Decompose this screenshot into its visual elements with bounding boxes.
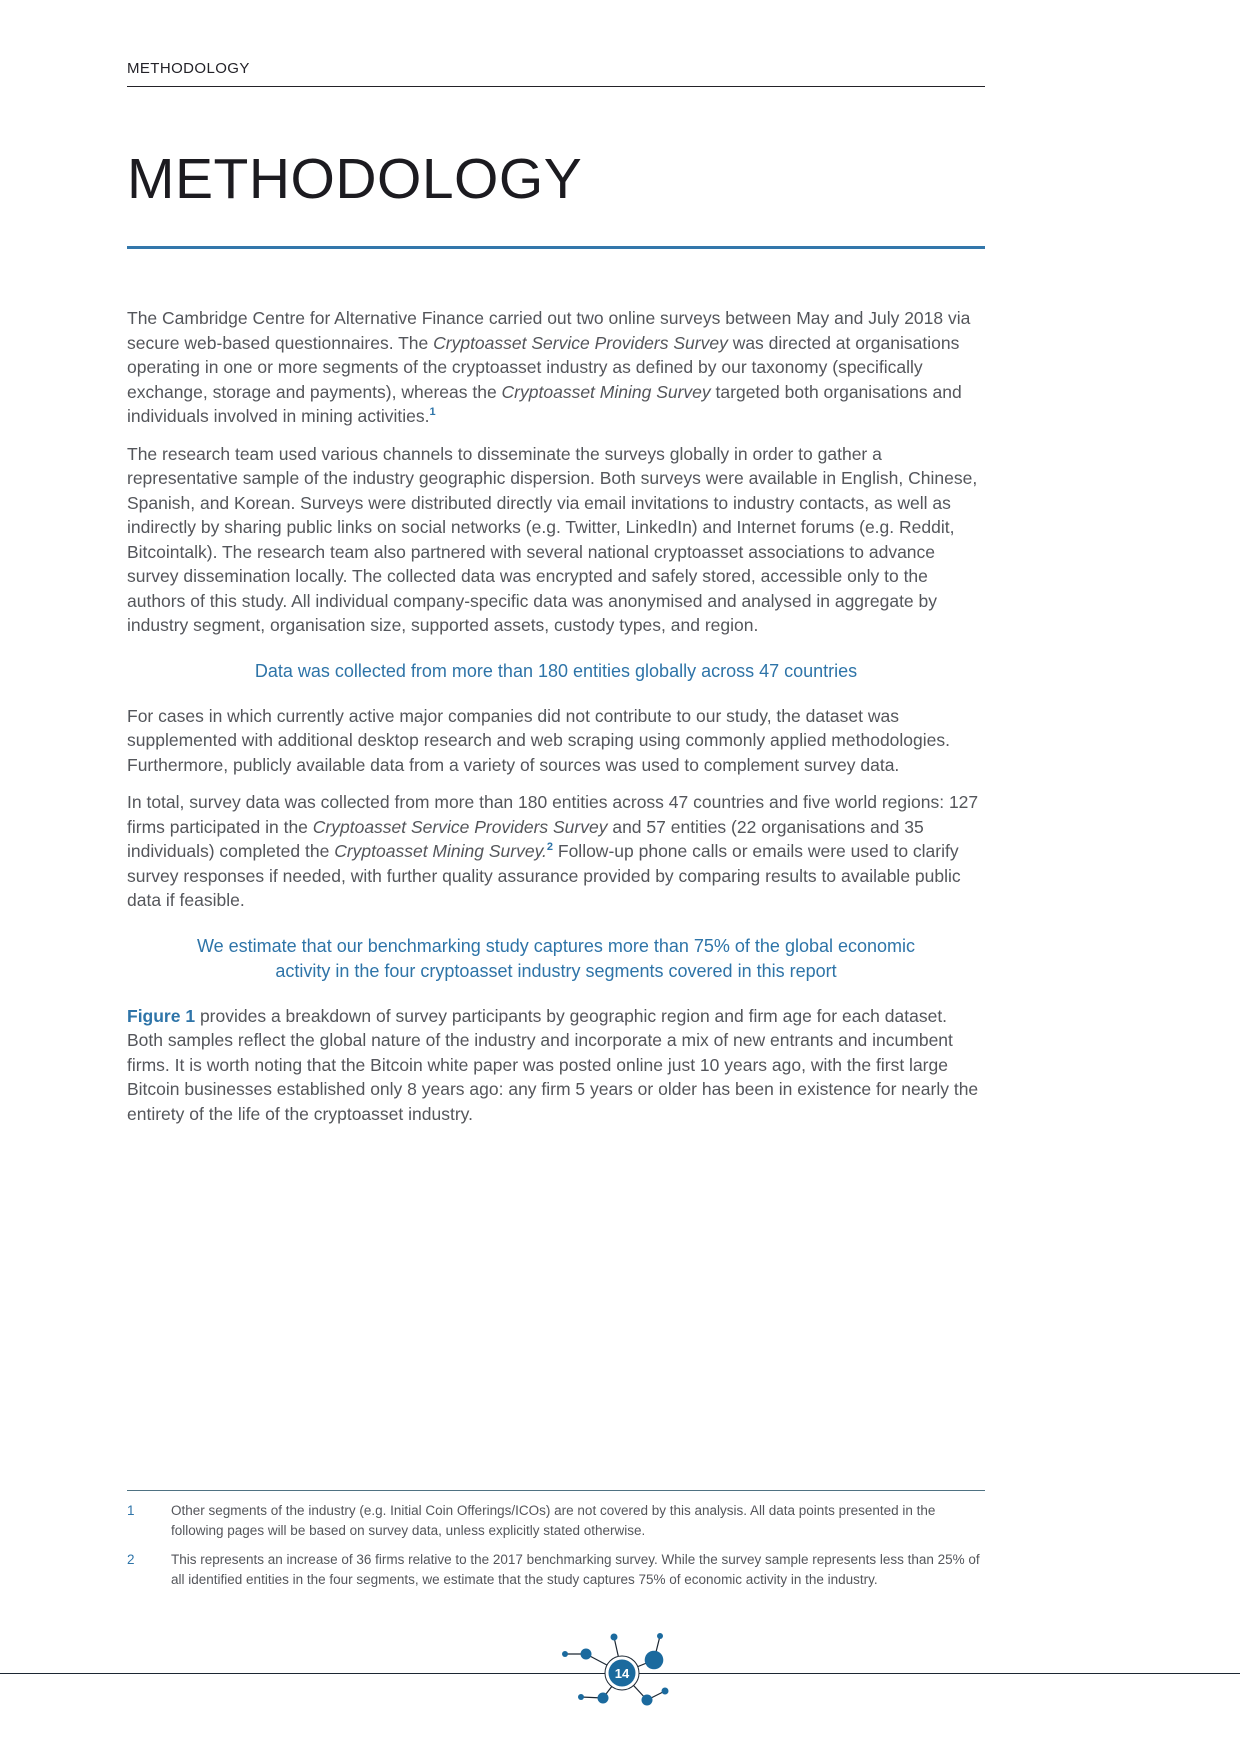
p4-run-1: In total, survey data was collected from more than 180 entities across 47 countries and five world regions: 127 firms participated in the (127, 792, 979, 837)
running-header: METHODOLOGY (127, 60, 250, 77)
p4-run-2: and 57 entities (22 organisations and 35 individuals) completed the (127, 816, 924, 862)
footnote-section (127, 1490, 985, 1599)
page-number: 14 (614, 1666, 630, 1681)
callout-entities: Data was collected from more than 180 entities globally across 47 countries (254, 660, 858, 681)
callout-coverage: We estimate that our benchmarking study captures more than 75% of the global economic activity in the four cryptoasset industry segments covered in this report (196, 935, 916, 981)
p4-survey-name-1: Cryptoasset Service Providers Survey (312, 816, 608, 837)
p4-run-3: Follow-up phone calls or emails were used to clarify survey responses if needed, with further quality assurance provided by comparing results to available public data if feasible. (127, 841, 961, 911)
p1-run-1: The Cambridge Centre for Alternative Finance carried out two online surveys between May and July 2018 via secure web-based questionnaires. The (127, 308, 971, 353)
p4-survey-name-2: Cryptoasset Mining Survey. (334, 841, 547, 862)
figure-1-reference[interactable]: Figure 1 (127, 1005, 196, 1026)
paragraph-4 (127, 790, 985, 913)
paragraph-2: The research team used various channels to disseminate the surveys globally in order to gather a representative sample of the industry geographic dispersion. Both surveys were available in English, Chinese, Spanish, and Korean. Surveys were distributed directly via email invitations to industry contacts, as well as indirectly by sharing public links on social networks (e.g. Twitter, LinkedIn) and Internet forums (e.g. Reddit, Bitcointalk). The research team also partnered with several national cryptoasset associations to advance survey dissemination locally. The collected data was encrypted and safely stored, accessible only to the authors of this study. All individual company-specific data was anonymised and analysed in aggregate by industry segment, organisation size, supported assets, custody types, and region. (127, 443, 978, 636)
paragraph-3: For cases in which currently active major companies did not contribute to our study, the dataset was supplemented with additional desktop research and web scraping using commonly applied methodologies. Furthermore, publicly available data from a variety of sources was used to complement survey data. (127, 705, 950, 775)
footnote-text-1: Other segments of the industry (e.g. Initial Coin Offerings/ICOs) are not covered by this analysis. All data points presented in the following pages will be based on survey data, unless explicitly stated otherwise. (171, 1503, 936, 1538)
title-underline (127, 246, 985, 249)
footnote-number-1[interactable]: 1 (127, 1503, 135, 1518)
page-content (127, 0, 985, 1126)
page-title: METHODOLOGY (127, 147, 583, 211)
p1-survey-name-2: Cryptoasset Mining Survey (501, 381, 711, 402)
running-header-rule (127, 86, 985, 87)
p5-run-1: provides a breakdown of survey participants by geographic region and firm age for each dataset. Both samples reflect the global nature of the industry and incorporate a mix of new entrants and incumbent firms. It is worth noting that the Bitcoin white paper was posted online just 10 years ago, with the first large Bitcoin businesses established only 8 years ago: any firm 5 years or older has been in existence for nearly the entirety of the life of the cryptoasset industry. (127, 1005, 979, 1124)
p1-run-2: was directed at organisations operating in one or more segments of the cryptoasset industry as defined by our taxonomy (specifically exchange, storage and payments), whereas the (127, 332, 960, 402)
footnote-text-2: This represents an increase of 36 firms relative to the 2017 benchmarking survey. While the survey sample represents less than 25% of all identified entities in the four segments, we estimate that the study captures 75% of economic activity in the industry. (171, 1552, 980, 1587)
p1-survey-name-1: Cryptoasset Service Providers Survey (433, 332, 728, 353)
footnote-row-1 (127, 1501, 985, 1540)
footnote-row-2 (127, 1550, 985, 1589)
paragraph-1 (127, 306, 985, 429)
paragraph-5 (127, 1004, 985, 1127)
network-molecule-decoration (537, 1628, 703, 1720)
body-copy (127, 306, 985, 1126)
footnote-ref-1[interactable]: 1 (429, 406, 436, 419)
footnote-number-2[interactable]: 2 (127, 1552, 135, 1567)
footnote-ref-2[interactable]: 2 (546, 841, 554, 854)
p1-run-3: targeted both organisations and individuals involved in mining activities. (127, 381, 962, 427)
